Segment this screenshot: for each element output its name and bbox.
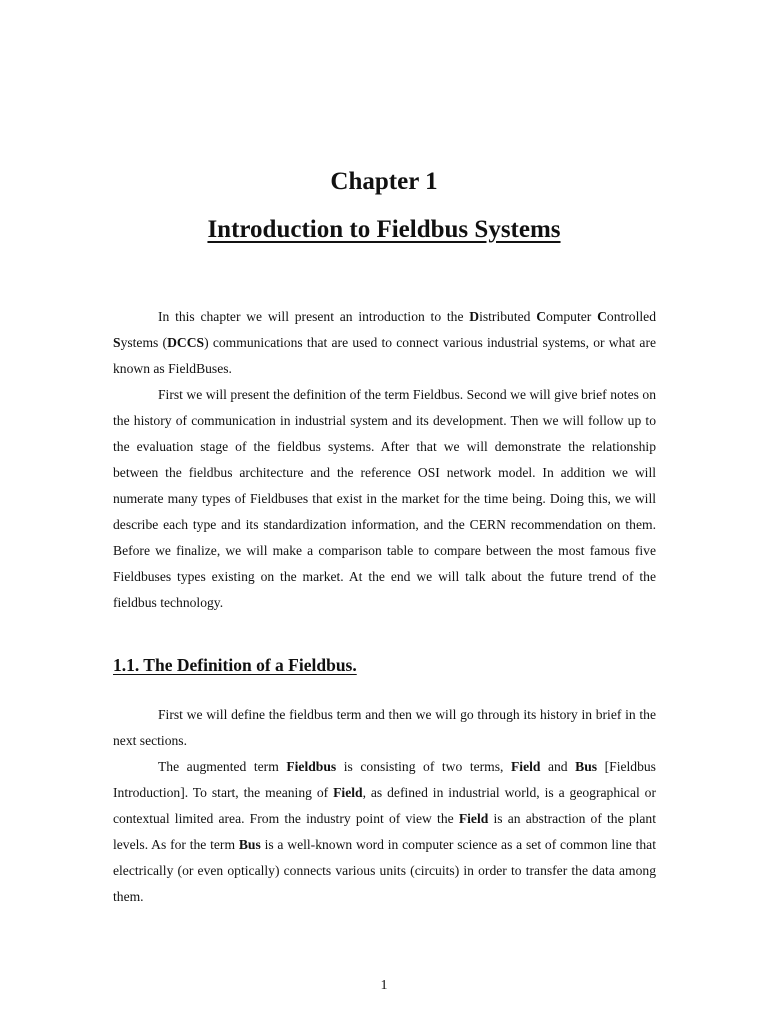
intro-paragraph-2: First we will present the definition of the term Fieldbus. Second we will give brief notes on the history of communication in industrial system and its development. Then we will follow up to the evaluation stage of the fieldbus systems. After that we will demonstrate the relationship between the fieldbus architecture and the reference OSI network model. In addition we will numerate many types of Fieldbuses that exist in the market for the time being. Doing this, we will describe each type and its standardization information, and the CERN recommendation on them. Before we finalize, we will make a comparison table to compare between the most famous five Fieldbuses types existing on the market. At the end we will talk about the future trend of the fieldbus technology. <box>113 387 656 610</box>
bold-run: C <box>597 309 607 324</box>
text-run: is consisting of two terms, <box>336 759 511 774</box>
text-run: is a well-known word in computer science as a set of common line that electrically (or even optically) connects various units (circuits) in order to transfer the data among them. <box>113 837 656 904</box>
bold-run: DCCS <box>167 335 205 350</box>
text-run: ystems ( <box>120 335 168 350</box>
text-run: omputer <box>546 309 598 324</box>
text-run: ontrolled <box>606 309 656 324</box>
text-run: , as defined in industrial world, is a geographical or contextual limited area. From the industry point of view the <box>113 785 656 826</box>
chapter-title <box>0 214 768 246</box>
bold-run: Field <box>333 785 363 800</box>
text-run: [Fieldbus Introduction]. To start, the meaning of <box>113 759 656 800</box>
chapter-label: Chapter 1 <box>330 168 438 195</box>
section-paragraph-1: First we will define the fieldbus term and then we will go through its history in brief in the next sections. <box>113 707 656 748</box>
intro-text <box>113 304 656 616</box>
section-heading-text: 1.1. The Definition of a Fieldbus. <box>113 655 357 675</box>
section-paragraph-2 <box>113 754 656 910</box>
bold-run: Field <box>458 811 489 826</box>
bold-run: Bus <box>575 759 598 774</box>
chapter-title-text: Introduction to Fieldbus Systems <box>207 216 561 243</box>
bold-run: S <box>113 335 121 350</box>
bold-run: C <box>536 309 547 324</box>
section-heading <box>113 652 357 678</box>
text-run: istributed <box>479 309 537 324</box>
page-number: 1 <box>380 978 388 993</box>
bold-run: D <box>469 309 480 324</box>
text-run: In this chapter we will present an introduction to the <box>158 309 470 324</box>
text-run: is an abstraction of the plant levels. As for the term <box>113 811 656 852</box>
bold-run: Fieldbus <box>286 759 337 774</box>
bold-run: Bus <box>238 837 261 852</box>
section-text <box>113 702 656 910</box>
text-run: and <box>540 759 576 774</box>
text-run: The augmented term <box>158 759 287 774</box>
intro-paragraph-1 <box>113 304 656 382</box>
text-run: ) communications that are used to connect various industrial systems, or what are known as FieldBuses. <box>113 335 657 376</box>
bold-run: Field <box>510 759 541 774</box>
